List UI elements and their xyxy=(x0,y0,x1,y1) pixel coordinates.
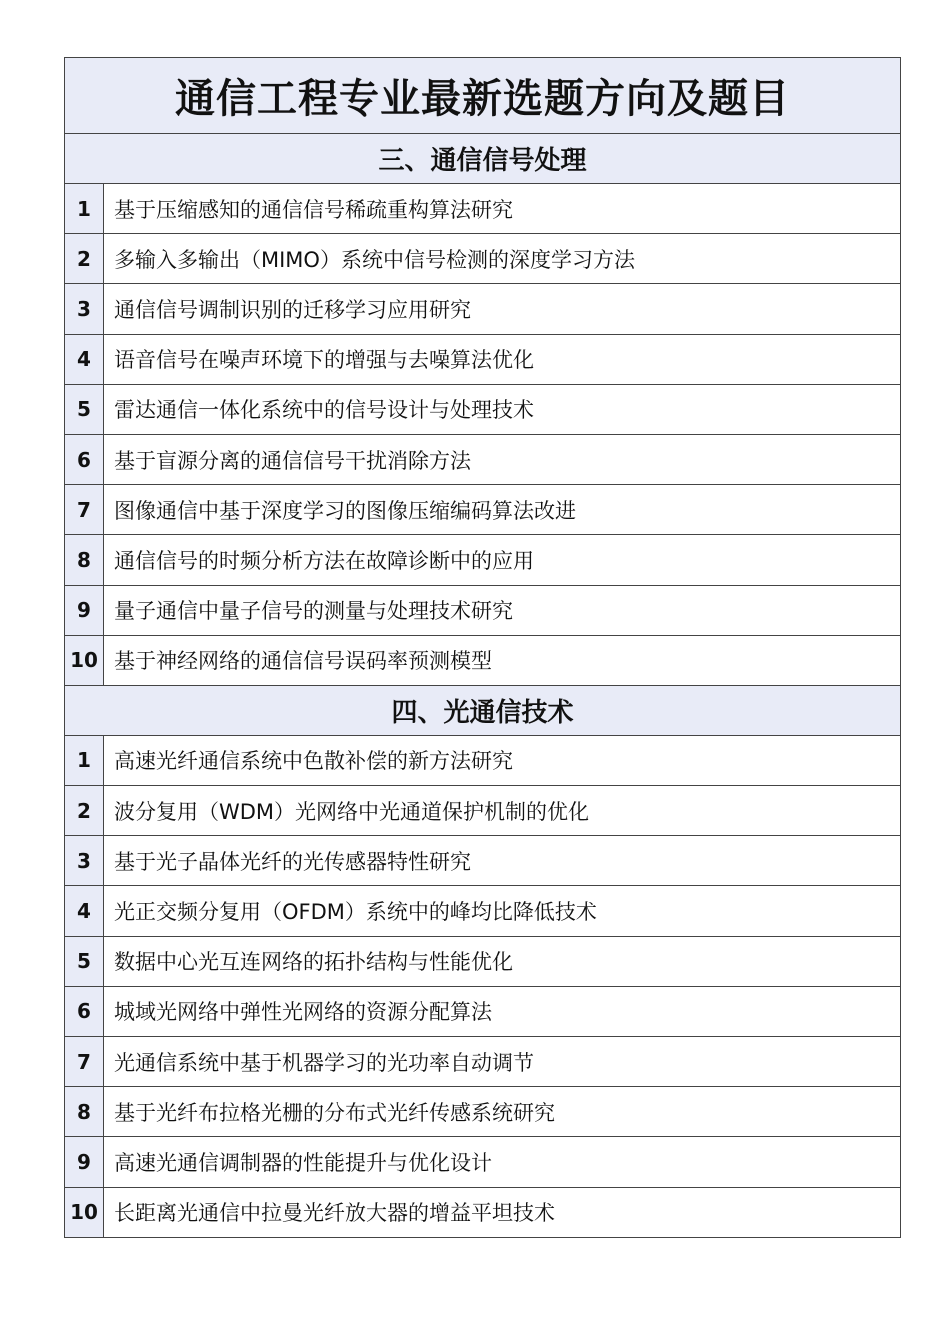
row-number: 6 xyxy=(65,987,104,1036)
topic-title: 长距离光通信中拉曼光纤放大器的增益平坦技术 xyxy=(114,1201,555,1226)
topic-title: 雷达通信一体化系统中的信号设计与处理技术 xyxy=(114,398,534,423)
table-row xyxy=(65,836,900,886)
table-row xyxy=(65,435,900,485)
topic-title: 图像通信中基于深度学习的图像压缩编码算法改进 xyxy=(114,498,576,523)
table-body xyxy=(65,134,900,1238)
table-row xyxy=(65,1188,900,1238)
row-number: 8 xyxy=(65,535,104,584)
row-number: 9 xyxy=(65,586,104,635)
table-row xyxy=(65,335,900,385)
page-title: 通信工程专业最新选题方向及题目 xyxy=(175,76,790,122)
row-number: 9 xyxy=(65,1137,104,1186)
table-row xyxy=(65,937,900,987)
table-row xyxy=(65,535,900,585)
row-number: 7 xyxy=(65,1037,104,1086)
topic-title: 高速光通信调制器的性能提升与优化设计 xyxy=(114,1150,492,1175)
topic-title: 语音信号在噪声环境下的增强与去噪算法优化 xyxy=(114,348,534,373)
topic-title: 基于神经网络的通信信号误码率预测模型 xyxy=(114,649,492,674)
section-heading: 三、通信信号处理 xyxy=(378,146,587,176)
table-row xyxy=(65,1087,900,1137)
table-row xyxy=(65,1137,900,1187)
row-number: 3 xyxy=(65,284,104,333)
table-row xyxy=(65,786,900,836)
table-row xyxy=(65,886,900,936)
table-row xyxy=(65,586,900,636)
table-row xyxy=(65,184,900,234)
row-number: 5 xyxy=(65,385,104,434)
section-heading-row xyxy=(65,134,900,184)
row-number: 5 xyxy=(65,937,104,986)
topic-title: 波分复用（WDM）光网络中光通道保护机制的优化 xyxy=(114,799,590,824)
table-row xyxy=(65,485,900,535)
row-number: 7 xyxy=(65,485,104,534)
table-title-row xyxy=(65,58,900,134)
topic-title: 基于压缩感知的通信信号稀疏重构算法研究 xyxy=(114,197,513,222)
row-number: 4 xyxy=(65,886,104,935)
row-number: 2 xyxy=(65,786,104,835)
table-row xyxy=(65,234,900,284)
topic-title: 量子通信中量子信号的测量与处理技术研究 xyxy=(114,599,513,624)
topic-title: 高速光纤通信系统中色散补偿的新方法研究 xyxy=(114,749,513,774)
topic-title: 基于盲源分离的通信信号干扰消除方法 xyxy=(114,448,471,473)
topic-title: 光正交频分复用（OFDM）系统中的峰均比降低技术 xyxy=(114,900,597,925)
topic-title: 光通信系统中基于机器学习的光功率自动调节 xyxy=(114,1050,534,1075)
topic-title: 多输入多输出（MIMO）系统中信号检测的深度学习方法 xyxy=(114,247,635,272)
topic-title: 基于光纤布拉格光栅的分布式光纤传感系统研究 xyxy=(114,1100,555,1125)
section-heading: 四、光通信技术 xyxy=(391,697,574,728)
table-row xyxy=(65,987,900,1037)
row-number: 8 xyxy=(65,1087,104,1136)
table-row xyxy=(65,385,900,435)
row-number: 3 xyxy=(65,836,104,885)
row-number: 10 xyxy=(65,1188,104,1237)
topic-title: 城域光网络中弹性光网络的资源分配算法 xyxy=(114,1000,492,1025)
topic-title: 通信信号的时频分析方法在故障诊断中的应用 xyxy=(114,548,534,573)
topic-table xyxy=(64,57,901,1238)
row-number: 4 xyxy=(65,335,104,384)
row-number: 10 xyxy=(65,636,104,685)
row-number: 1 xyxy=(65,736,104,785)
table-row xyxy=(65,736,900,786)
section-heading-row xyxy=(65,686,900,736)
table-row xyxy=(65,284,900,334)
topic-title: 通信信号调制识别的迁移学习应用研究 xyxy=(114,297,471,322)
table-row xyxy=(65,1037,900,1087)
row-number: 2 xyxy=(65,234,104,283)
topic-title: 数据中心光互连网络的拓扑结构与性能优化 xyxy=(114,950,513,975)
topic-title: 基于光子晶体光纤的光传感器特性研究 xyxy=(114,849,471,874)
row-number: 1 xyxy=(65,184,104,233)
table-row xyxy=(65,636,900,686)
row-number: 6 xyxy=(65,435,104,484)
